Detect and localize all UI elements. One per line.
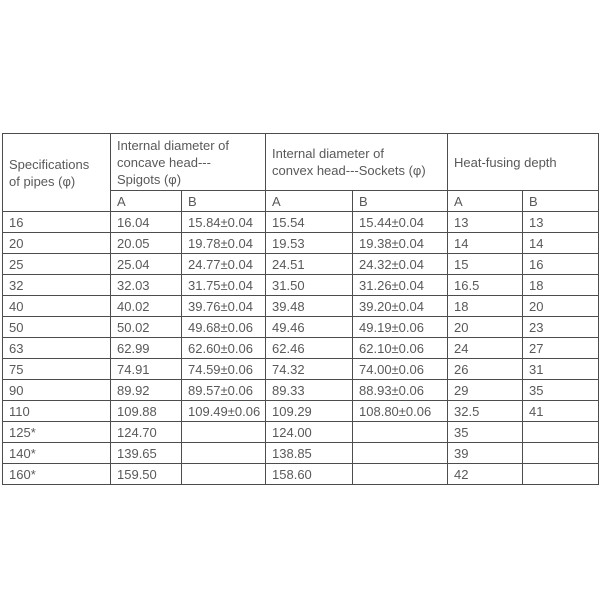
table-header-row (3, 134, 599, 191)
value-cell (353, 422, 448, 443)
value-cell: 32.5 (448, 401, 523, 422)
value-cell: 62.99 (111, 338, 182, 359)
pipe-spec-cell: 40 (3, 296, 111, 317)
subheader-concave-a: A (111, 191, 182, 212)
value-cell: 15 (448, 254, 523, 275)
value-cell: 49.46 (266, 317, 353, 338)
header-concave-line1: Internal diameter of (117, 137, 230, 153)
pipe-spec-cell: 160* (3, 464, 111, 485)
value-cell: 158.60 (266, 464, 353, 485)
pipe-spec-cell: 25 (3, 254, 111, 275)
value-cell: 20 (523, 296, 599, 317)
value-cell: 49.19±0.06 (353, 317, 448, 338)
pipe-spec-cell: 32 (3, 275, 111, 296)
pipe-spec-cell: 75 (3, 359, 111, 380)
value-cell: 35 (448, 422, 523, 443)
value-cell: 35 (523, 380, 599, 401)
value-cell: 31.26±0.04 (353, 275, 448, 296)
value-cell: 16.04 (111, 212, 182, 233)
value-cell: 31.50 (266, 275, 353, 296)
value-cell: 124.70 (111, 422, 182, 443)
pipe-specifications-table (2, 133, 599, 485)
table-row (3, 464, 599, 485)
table-row (3, 422, 599, 443)
table-row (3, 212, 599, 233)
value-cell (353, 464, 448, 485)
value-cell: 109.88 (111, 401, 182, 422)
header-convex-line2: convex head---Sockets (φ) (272, 163, 426, 178)
value-cell: 16 (523, 254, 599, 275)
value-cell: 39.76±0.04 (182, 296, 266, 317)
value-cell: 18 (523, 275, 599, 296)
value-cell: 20.05 (111, 233, 182, 254)
pipe-spec-cell: 140* (3, 443, 111, 464)
value-cell: 32.03 (111, 275, 182, 296)
subheader-convex-b: B (353, 191, 448, 212)
table-row (3, 359, 599, 380)
value-cell: 13 (448, 212, 523, 233)
value-cell: 109.49±0.06 (182, 401, 266, 422)
value-cell: 139.65 (111, 443, 182, 464)
table-row (3, 401, 599, 422)
header-concave-line3: Spigots (φ) (117, 171, 182, 187)
table-row (3, 296, 599, 317)
value-cell: 109.29 (266, 401, 353, 422)
value-cell: 42 (448, 464, 523, 485)
header-convex-line1: Internal diameter of (272, 146, 385, 161)
value-cell: 62.60±0.06 (182, 338, 266, 359)
subheader-convex-a: A (266, 191, 353, 212)
header-specifications-line2: of pipes (φ) (9, 173, 76, 189)
value-cell: 24.32±0.04 (353, 254, 448, 275)
value-cell: 89.57±0.06 (182, 380, 266, 401)
pipe-spec-cell: 20 (3, 233, 111, 254)
table-row (3, 275, 599, 296)
table-row (3, 317, 599, 338)
value-cell (182, 464, 266, 485)
value-cell: 39.20±0.04 (353, 296, 448, 317)
value-cell: 62.10±0.06 (353, 338, 448, 359)
table-row (3, 443, 599, 464)
value-cell: 15.84±0.04 (182, 212, 266, 233)
table-row (3, 254, 599, 275)
value-cell: 25.04 (111, 254, 182, 275)
value-cell: 39.48 (266, 296, 353, 317)
value-cell: 108.80±0.06 (353, 401, 448, 422)
value-cell: 124.00 (266, 422, 353, 443)
value-cell: 14 (523, 233, 599, 254)
table-row (3, 338, 599, 359)
value-cell: 29 (448, 380, 523, 401)
pipe-spec-cell: 90 (3, 380, 111, 401)
value-cell: 50.02 (111, 317, 182, 338)
value-cell: 159.50 (111, 464, 182, 485)
table-row (3, 233, 599, 254)
pipe-spec-cell: 125* (3, 422, 111, 443)
header-concave-line2: concave head--- (117, 154, 211, 170)
header-heat-fusing-depth (448, 134, 599, 191)
value-cell: 19.53 (266, 233, 353, 254)
pipe-spec-cell: 110 (3, 401, 111, 422)
value-cell (353, 443, 448, 464)
value-cell: 74.59±0.06 (182, 359, 266, 380)
value-cell: 15.44±0.04 (353, 212, 448, 233)
value-cell: 74.91 (111, 359, 182, 380)
value-cell: 24.77±0.04 (182, 254, 266, 275)
value-cell: 18 (448, 296, 523, 317)
header-convex-sockets (266, 134, 448, 191)
pipe-spec-cell: 50 (3, 317, 111, 338)
header-concave-spigots (111, 134, 266, 191)
value-cell: 74.32 (266, 359, 353, 380)
value-cell (523, 422, 599, 443)
value-cell: 88.93±0.06 (353, 380, 448, 401)
subheader-concave-b: B (182, 191, 266, 212)
value-cell: 23 (523, 317, 599, 338)
table-row (3, 380, 599, 401)
value-cell: 138.85 (266, 443, 353, 464)
value-cell (182, 422, 266, 443)
pipe-spec-cell: 63 (3, 338, 111, 359)
value-cell: 20 (448, 317, 523, 338)
header-heat-fusing-label: Heat-fusing depth (454, 154, 557, 170)
value-cell: 31.75±0.04 (182, 275, 266, 296)
pipe-spec-cell: 16 (3, 212, 111, 233)
header-specifications (3, 134, 111, 212)
value-cell: 26 (448, 359, 523, 380)
value-cell (523, 443, 599, 464)
value-cell: 16.5 (448, 275, 523, 296)
value-cell: 19.78±0.04 (182, 233, 266, 254)
value-cell: 89.33 (266, 380, 353, 401)
value-cell: 49.68±0.06 (182, 317, 266, 338)
value-cell: 41 (523, 401, 599, 422)
subheader-heat-a: A (448, 191, 523, 212)
header-specifications-line1: Specifications (9, 156, 90, 172)
value-cell: 27 (523, 338, 599, 359)
value-cell: 62.46 (266, 338, 353, 359)
value-cell: 40.02 (111, 296, 182, 317)
value-cell: 89.92 (111, 380, 182, 401)
value-cell (182, 443, 266, 464)
value-cell: 19.38±0.04 (353, 233, 448, 254)
value-cell (523, 464, 599, 485)
value-cell: 74.00±0.06 (353, 359, 448, 380)
value-cell: 24.51 (266, 254, 353, 275)
value-cell: 39 (448, 443, 523, 464)
value-cell: 31 (523, 359, 599, 380)
subheader-heat-b: B (523, 191, 599, 212)
value-cell: 24 (448, 338, 523, 359)
value-cell: 15.54 (266, 212, 353, 233)
value-cell: 14 (448, 233, 523, 254)
value-cell: 13 (523, 212, 599, 233)
